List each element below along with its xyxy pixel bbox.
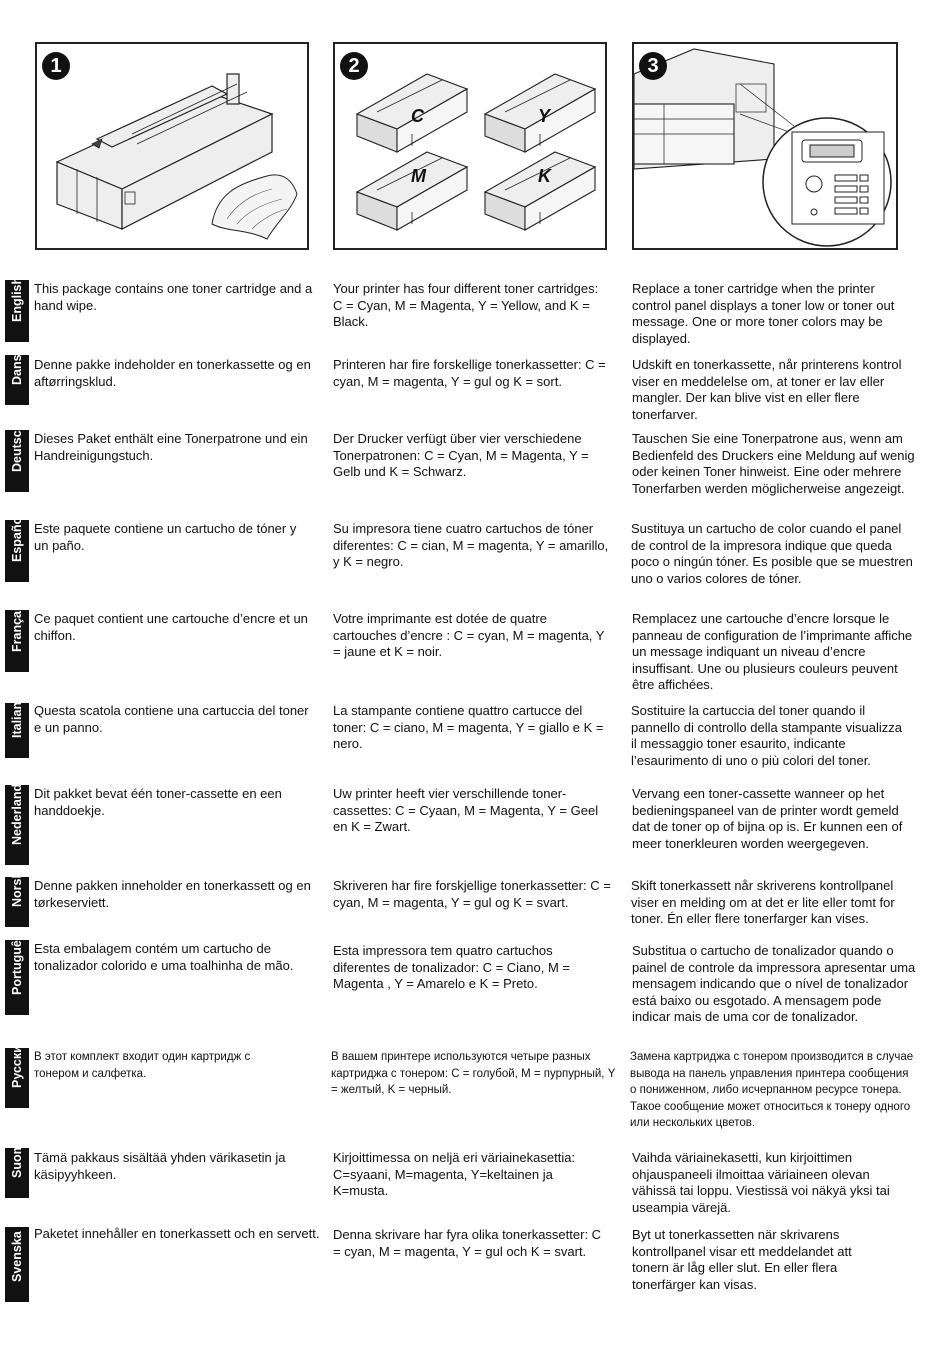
- language-tab-english: English: [5, 280, 29, 342]
- language-tab-portugues: Português: [5, 940, 29, 1015]
- language-tab-nederlands: Nederlands: [5, 785, 29, 865]
- language-tab-russkiy: Русский: [5, 1048, 29, 1108]
- language-tab-deutsch: Deutsch: [5, 430, 29, 492]
- printer-control-panel-illustration: [634, 44, 898, 250]
- deutsch-replace-instructions: Tauschen Sie eine Tonerpatrone aus, wenn am Bedienfeld des Druckers eine Meldung auf wenig oder keinen Toner hinweist. Eine oder mehrere Tonerfarben werden möglicherweise angezeigt.: [632, 431, 915, 496]
- english-cartridge-types: Your printer has four different toner cartridges: C = Cyan, M = Magenta, Y = Yellow, and K = Black.: [333, 281, 599, 329]
- english-replace-instructions: Replace a toner cartridge when the printer control panel displays a toner low or toner out message. One or more toner colors may be displayed.: [632, 281, 895, 346]
- portugues-cartridge-types: Esta impressora tem quatro cartuchos diferentes de tonalizador: C = Ciano, M = Magenta , Y = Amarelo e K = Preto.: [333, 943, 571, 991]
- portugues-package-contents: Esta embalagem contém um cartucho de tonalizador colorido e uma toalhinha de mão.: [34, 941, 294, 973]
- deutsch-cartridge-types: Der Drucker verfügt über vier verschiedene Tonerpatronen: C = Cyan, M = Magenta, Y = Gelb und K = Schwarz.: [333, 431, 589, 479]
- svenska-package-contents: Paketet innehåller en tonerkassett och en servett.: [34, 1226, 320, 1241]
- suomi-cartridge-types: Kirjoittimessa on neljä eri väriainekasettia: C=syaani, M=magenta, Y=keltainen ja K=musta.: [333, 1150, 576, 1198]
- suomi-replace-instructions: Vaihda väriainekasetti, kun kirjoittimen ohjauspaneeli ilmoittaa väriaineen olevan vähissä tai loppu. Viestissä voi näkyä yksi tai useampia värejä.: [632, 1150, 890, 1215]
- espanol-replace-instructions: Sustituya un cartucho de color cuando el panel de control de la impresora indique que queda poco o ningún tóner. Es posible que se muestren uno o varios colores de tóner.: [631, 521, 913, 586]
- language-tab-espanol: Español: [5, 520, 29, 582]
- cartridge-label-k: K: [538, 166, 551, 186]
- nederlands-replace-instructions: Vervang een toner-cassette wanneer op het bedieningspaneel van de printer wordt gemeld dat de toner op of bijna op is. Er kunnen een of meer tonerkleuren worden weergegeven.: [632, 786, 903, 851]
- illustration-panel-2: [333, 42, 607, 250]
- english-package-contents: This package contains one toner cartridge and a hand wipe.: [34, 281, 313, 313]
- language-tab-suomi: Suomi: [5, 1148, 29, 1198]
- suomi-package-contents: Tämä pakkaus sisältää yhden värikasetin ja käsipyyhkeen.: [34, 1150, 286, 1182]
- illustration-panel-1: [35, 42, 309, 250]
- nederlands-package-contents: Dit pakket bevat één toner-cassette en een handdoekje.: [34, 786, 282, 818]
- italiano-cartridge-types: La stampante contiene quattro cartucce del toner: C = ciano, M = magenta, Y = giallo e K = nero.: [333, 703, 604, 751]
- cartridge-label-c: C: [411, 106, 424, 126]
- russkiy-replace-instructions: Замена картриджа с тонером производится в случае вывода на панель управления принтера сообщения о пониженном, либо исчерпанном ресурсе тонера. Такое сообщение может относиться к тонеру одного или нескольких цветов.: [630, 1051, 914, 1129]
- norsk-package-contents: Denne pakken inneholder en tonerkassett og en tørkeserviett.: [34, 878, 311, 910]
- espanol-package-contents: Este paquete contiene un cartucho de tóner y un paño.: [34, 521, 297, 553]
- cartridge-label-m: M: [411, 166, 426, 186]
- dansk-cartridge-types: Printeren har fire forskellige tonerkassetter: C = cyan, M = magenta, Y = gul og K = sort.: [333, 357, 606, 389]
- language-tab-svenska: Svenska: [5, 1227, 29, 1302]
- four-cartridges-illustration: [335, 44, 607, 250]
- svenska-replace-instructions: Byt ut tonerkassetten när skrivarens kontrollpanel visar ett meddelandet att tonern är låg eller slut. En eller flera tonerfärger kan visas.: [632, 1227, 852, 1292]
- francais-cartridge-types: Votre imprimante est dotée de quatre cartouches d’encre : C = cyan, M = magenta, Y = jaune et K = noir.: [333, 611, 605, 659]
- cartridge-label-y: Y: [538, 106, 551, 126]
- russkiy-package-contents: В этот комплект входит один картридж с тонером и салфетка.: [34, 1051, 251, 1080]
- svenska-cartridge-types: Denna skrivare har fyra olika tonerkassetter: C = cyan, M = magenta, Y = gul och K = svart.: [333, 1227, 602, 1259]
- francais-replace-instructions: Remplacez une cartouche d’encre lorsque le panneau de configuration de l’imprimante affiche un message indiquant un niveau d’encre insuffisant. Une ou plusieurs couleurs peuvent être affichées.: [632, 611, 913, 692]
- norsk-cartridge-types: Skriveren har fire forskjellige tonerkassetter: C = cyan, M = magenta, Y = gul og K = svart.: [333, 878, 611, 910]
- language-tab-dansk: Dansk: [5, 355, 29, 405]
- nederlands-cartridge-types: Uw printer heeft vier verschillende toner-cassettes: C = Cyaan, M = Magenta, Y = Geel en K = Zwart.: [333, 786, 599, 834]
- italiano-package-contents: Questa scatola contiene una cartuccia del toner e un panno.: [34, 703, 309, 735]
- dansk-package-contents: Denne pakke indeholder en tonerkassette og en aftørringsklud.: [34, 357, 311, 389]
- portugues-replace-instructions: Substitua o cartucho de tonalizador quando o painel de controle da impressora apresentar uma mensagem indicando que o nível de tonalizador está baixo ou esgotado. A mensagem pode indicar mais de uma cor de tonalizador.: [632, 943, 916, 1024]
- language-tab-italiano: Italiano: [5, 703, 29, 758]
- toner-cartridge-and-wipe-illustration: [37, 44, 309, 250]
- step-badge-3: 3: [639, 52, 667, 80]
- italiano-replace-instructions: Sostituire la cartuccia del toner quando il pannello di controllo della stampante visualizza il messaggio toner esaurito, indicante l’esaurimento di uno o più colori del toner.: [631, 703, 902, 768]
- norsk-replace-instructions: Skift tonerkassett når skriverens kontrollpanel viser en melding om at det er lite eller tomt for toner. Én eller flere tonerfarger kan vises.: [631, 878, 895, 926]
- illustration-panel-3: [632, 42, 898, 250]
- deutsch-package-contents: Dieses Paket enthält eine Tonerpatrone und ein Handreinigungstuch.: [34, 431, 308, 463]
- russkiy-cartridge-types: В вашем принтере используются четыре разных картриджа с тонером: C = голубой, M = пурпурный, Y = желтый, K = черный.: [331, 1051, 616, 1096]
- francais-package-contents: Ce paquet contient une cartouche d’encre et un chiffon.: [34, 611, 308, 643]
- language-tab-norsk: Norsk: [5, 877, 29, 927]
- step-badge-1: 1: [42, 52, 70, 80]
- dansk-replace-instructions: Udskift en tonerkassette, når printerens kontrol viser en meddelelse om, at toner er lav eller mangler. Der kan blive vist en eller flere tonerfarver.: [632, 357, 902, 422]
- espanol-cartridge-types: Su impresora tiene cuatro cartuchos de tóner diferentes: C = cian, M = magenta, Y = amarillo, y K = negro.: [333, 521, 609, 569]
- step-badge-2: 2: [340, 52, 368, 80]
- language-tab-francais: Français: [5, 610, 29, 672]
